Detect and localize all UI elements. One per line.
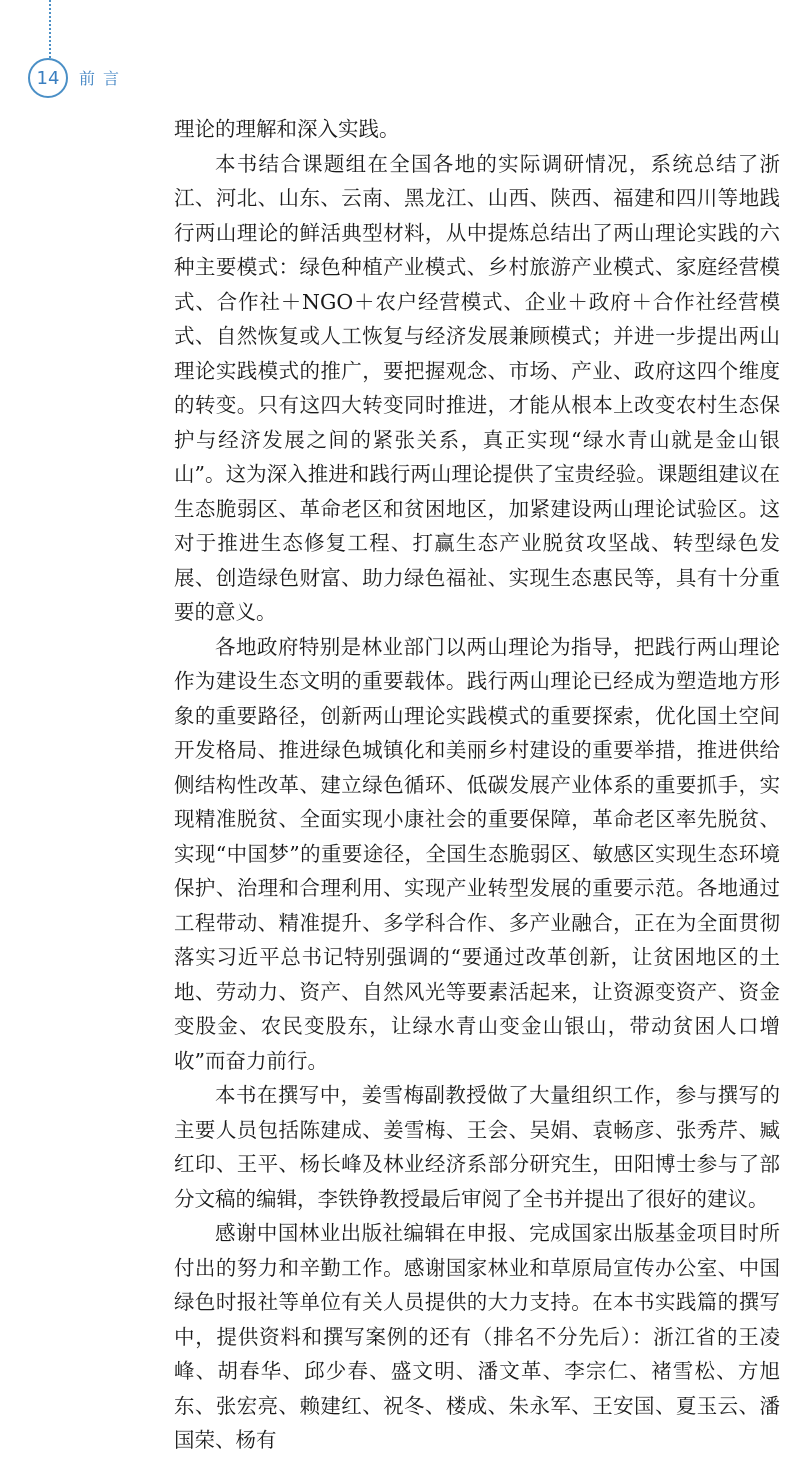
paragraph-practice-models: 本书结合课题组在全国各地的实际调研情况，系统总结了浙江、河北、山东、云南、黑龙江、山西、陕西、福建和四川等地践行两山理论的鲜活典型材料，从中提炼总结出了两山理论实践的六种主要模式：绿色种植产业模式、乡村旅游产业模式、家庭经营模式、合作社＋NGO＋农户经营模式、企业＋政府＋合作社经营模式、自然恢复或人工恢复与经济发展兼顾模式；并进一步提出两山理论实践模式的推广，要把握观念、市场、产业、政府这四个维度的转变。只有这四大转变同时推进，才能从根本上改变农村生态保护与经济发展之间的紧张关系，真正实现“绿水青山就是金山银山”。这为深入推进和践行两山理论提供了宝贵经验。课题组建议在生态脆弱区、革命老区和贫困地区，加紧建设两山理论试验区。这对于推进生态修复工程、打赢生态产业脱贫攻坚战、转型绿色发展、创造绿色财富、助力绿色福祉、实现生态惠民等，具有十分重要的意义。 xyxy=(174,151,780,624)
page-number: 14 xyxy=(28,58,68,98)
body-text xyxy=(174,112,780,1458)
dotted-margin-rule xyxy=(49,0,51,58)
paragraph-continuation: 理论的理解和深入实践。 xyxy=(174,117,400,141)
paragraph-authors: 本书在撰写中，姜雪梅副教授做了大量组织工作，参与撰写的主要人员包括陈建成、姜雪梅、王会、吴娟、袁畅彦、张秀芹、臧红印、王平、杨长峰及林业经济系部分研究生，田阳博士参与了部分文稿的编辑，李铁铮教授最后审阅了全书并提出了很好的建议。 xyxy=(174,1083,780,1211)
paragraph-local-governments: 各地政府特别是林业部门以两山理论为指导，把践行两山理论作为建设生态文明的重要载体。践行两山理论已经成为塑造地方形象的重要路径，创新两山理论实践模式的重要探索，优化国土空间开发格局、推进绿色城镇化和美丽乡村建设的重要举措，推进供给侧结构性改革、建立绿色循环、低碳发展产业体系的重要抓手，实现精准脱贫、全面实现小康社会的重要保障，革命老区率先脱贫、实现“中国梦”的重要途径，全国生态脆弱区、敏感区实现生态环境保护、治理和合理利用、实现产业转型发展的重要示范。各地通过工程带动、精准提升、多学科合作、多产业融合，正在为全面贯彻落实习近平总书记特别强调的“要通过改革创新，让贫困地区的土地、劳动力、资产、自然风光等要素活起来，让资源变资产、资金变股金、农民变股东，让绿水青山变金山银山，带动贫困人口增收”而奋力前行。 xyxy=(174,634,780,1073)
paragraph-acknowledgements: 感谢中国林业出版社编辑在申报、完成国家出版基金项目时所付出的努力和辛勤工作。感谢国家林业和草原局宣传办公室、中国绿色时报社等单位有关人员提供的大力支持。在本书实践篇的撰写中，提供资料和撰写案例的还有（排名不分先后）：浙江省的王凌峰、胡春华、邱少春、盛文明、潘文革、李宗仁、褚雪松、方旭东、张宏亮、赖建红、祝冬、楼成、朱永军、王安国、夏玉云、潘国荣、杨有 xyxy=(174,1221,780,1452)
running-header-title: 前言 xyxy=(79,69,128,88)
